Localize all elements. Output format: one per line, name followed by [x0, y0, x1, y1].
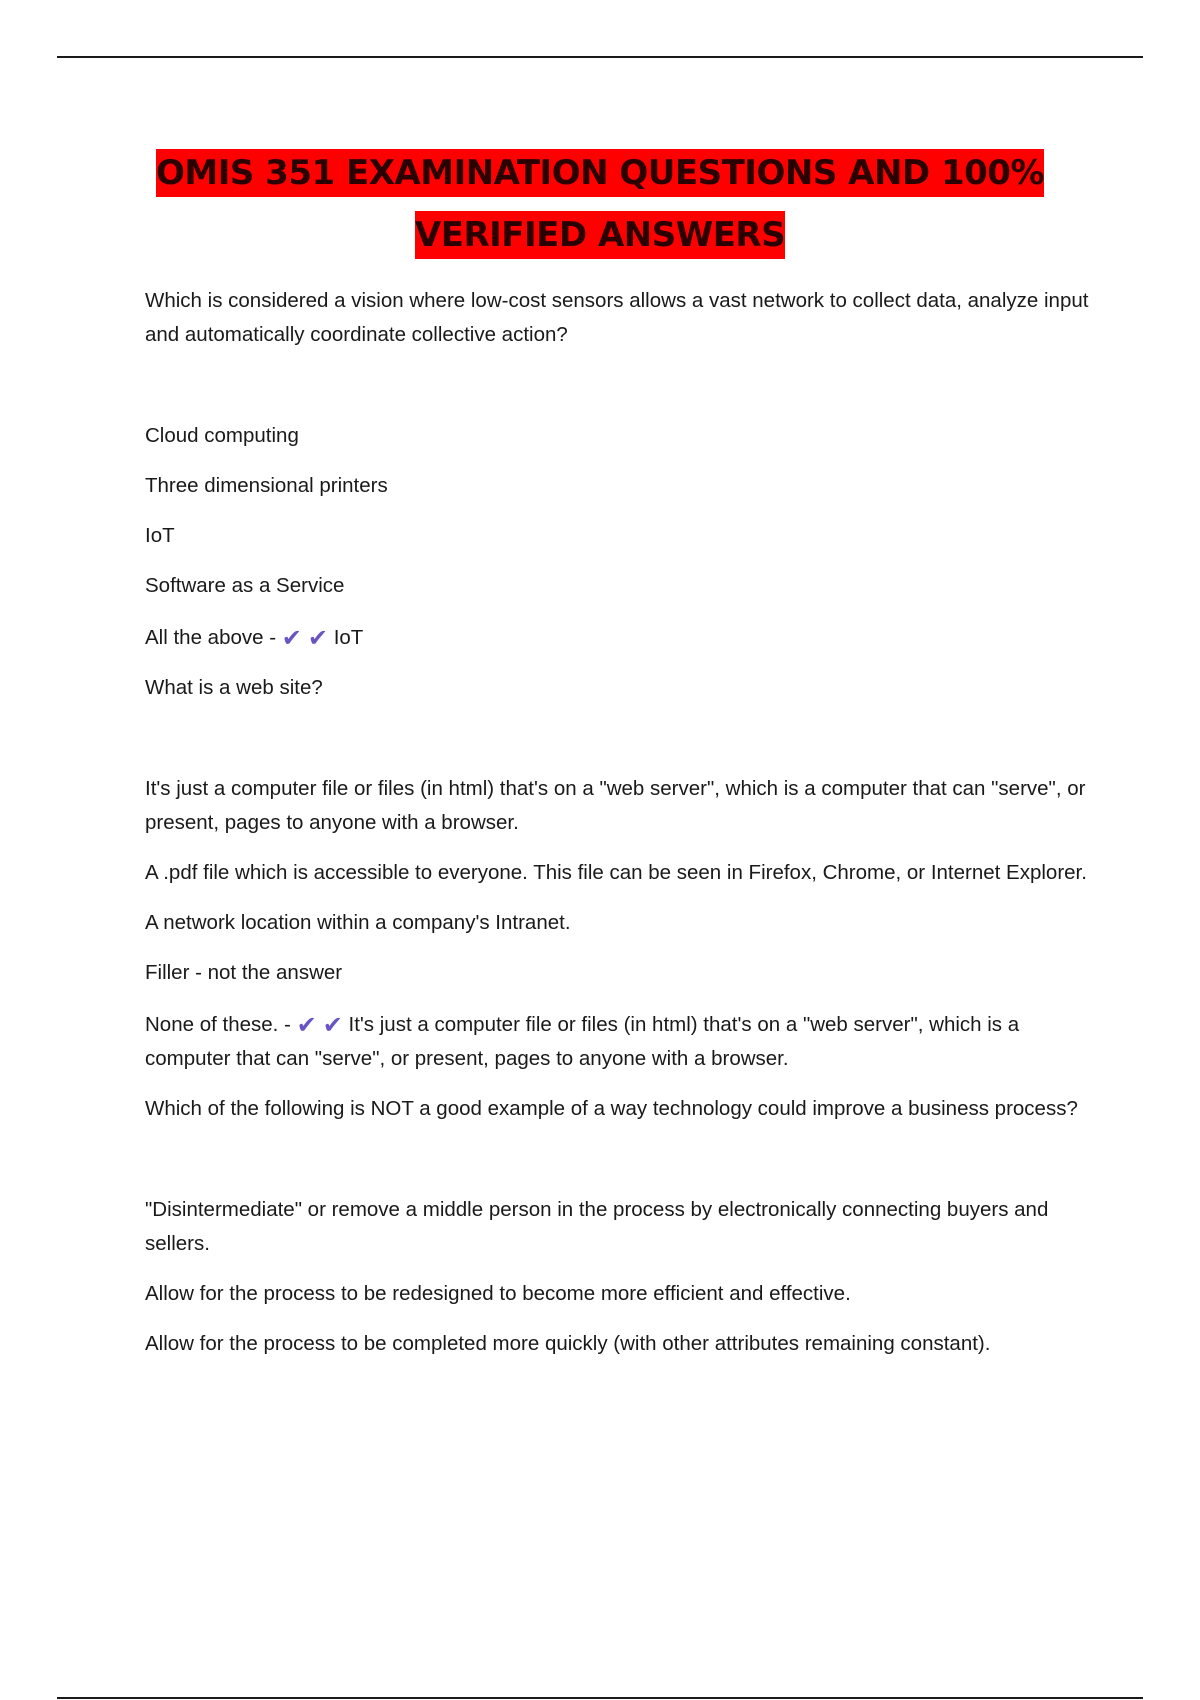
question-prompt: Which of the following is NOT a good example of a way technology could improve a business process? [145, 1097, 1078, 1120]
bottom-rule [57, 1697, 1143, 1699]
answer-option: It's just a computer file or files (in html) that's on a "web server", which is a computer that can "serve", or present, pages to anyone with a browser. [145, 777, 1086, 834]
answer-option: "Disintermediate" or remove a middle person in the process by electronically connecting buyers and sellers. [145, 1198, 1049, 1255]
answer-option: Software as a Service [145, 574, 345, 597]
check-icon: ✔ [322, 1011, 343, 1039]
check-icon: ✔ [307, 624, 328, 652]
answer-line [145, 1008, 1095, 1076]
answer-line [145, 621, 1095, 655]
last-option: None of these. - [145, 1013, 291, 1036]
correct-answer: IoT [333, 626, 364, 649]
answer-option: A network location within a company's Intranet. [145, 911, 571, 934]
answer-option: Filler - not the answer [145, 961, 343, 984]
question-prompt: What is a web site? [145, 676, 323, 699]
answer-option: Cloud computing [145, 424, 299, 447]
top-rule [57, 56, 1143, 58]
page-title [100, 142, 1100, 266]
answer-option: Three dimensional printers [145, 474, 388, 497]
title-line-2: VERIFIED ANSWERS [415, 211, 785, 259]
answer-option: IoT [145, 524, 175, 547]
answer-option: Allow for the process to be completed more quickly (with other attributes remaining constant). [145, 1332, 991, 1355]
check-icon: ✔ [281, 624, 302, 652]
answer-option: Allow for the process to be redesigned to become more efficient and effective. [145, 1282, 851, 1305]
title-line-1: OMIS 351 EXAMINATION QUESTIONS AND 100% [156, 149, 1044, 197]
question-prompt: Which is considered a vision where low-cost sensors allows a vast network to collect data, analyze input and automatically coordinate collective action? [145, 289, 1089, 346]
correct-answer: It's just a computer file or files (in html) that's on a "web server", which is a computer that can "serve", or present, pages to anyone with a browser. [145, 1013, 1020, 1070]
check-icon: ✔ [296, 1011, 317, 1039]
answer-option: A .pdf file which is accessible to everyone. This file can be seen in Firefox, Chrome, or Internet Explorer. [145, 861, 1087, 884]
last-option: All the above - [145, 626, 277, 649]
document-body [145, 284, 1095, 1361]
